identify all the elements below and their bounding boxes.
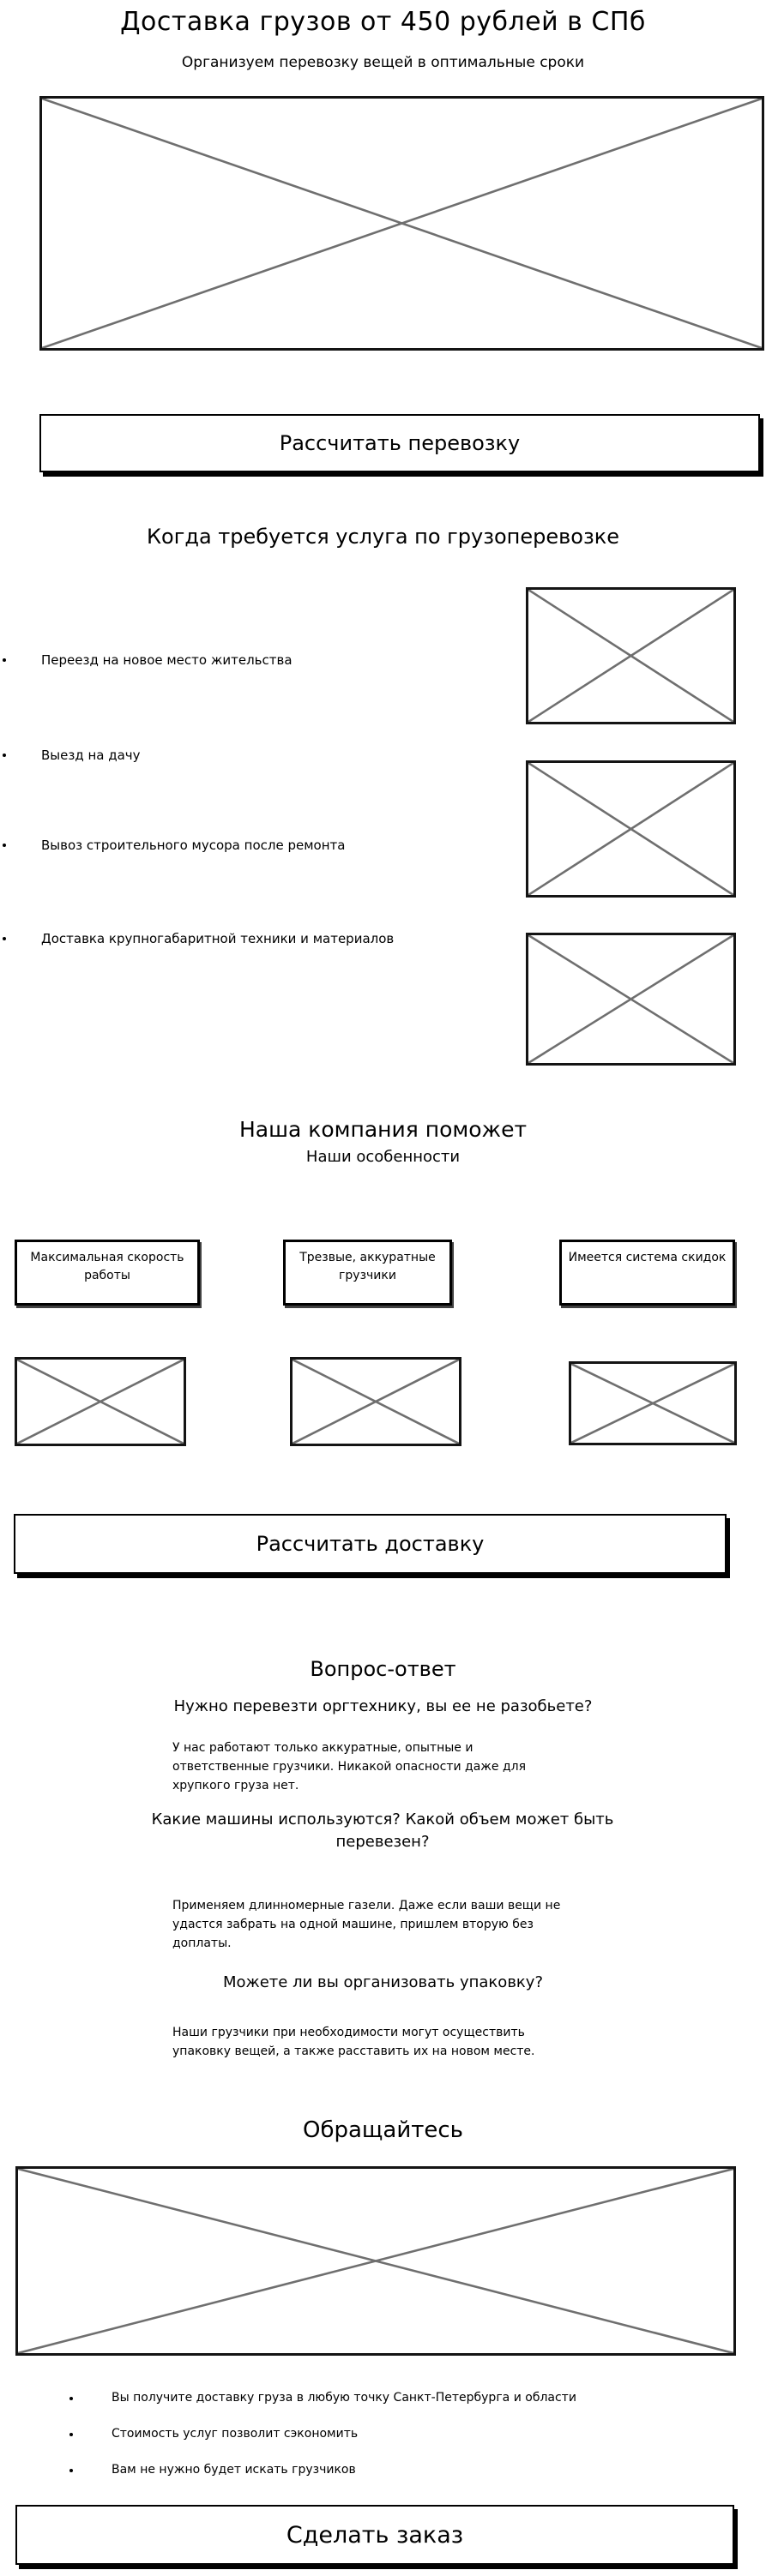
contact-image-placeholder: [15, 2166, 736, 2356]
diagonal-cross-icon: [571, 1364, 734, 1443]
diagonal-cross-icon: [42, 99, 762, 348]
diagonal-cross-icon: [528, 935, 733, 1063]
section-heading-company: Наша компания поможет: [238, 1117, 528, 1142]
make-order-button[interactable]: Сделать заказ: [15, 2505, 734, 2565]
section-subheading-features: Наши особенности: [305, 1148, 461, 1166]
feature-card: [15, 1240, 200, 1306]
page-title: Доставка грузов от 450 рублей в СПб: [120, 7, 646, 37]
calculate-delivery-button[interactable]: Рассчитать доставку: [14, 1514, 727, 1574]
list-image-placeholder: [526, 587, 736, 724]
benefit-label: Вам не нужно будет искать грузчиков: [112, 2463, 356, 2477]
faq-question: Какие машины используются? Какой объем может быть перевезен?: [151, 1810, 614, 1851]
diagonal-cross-icon: [528, 590, 733, 722]
diagonal-cross-icon: [17, 1360, 184, 1444]
diagonal-cross-icon: [293, 1360, 459, 1444]
faq-answer: Применяем длинномерные газели. Даже если ваши вещи не удастся забрать на одной машине, пришлем вторую без доплаты.: [172, 1899, 561, 1950]
bullet-dot-icon: [3, 844, 6, 847]
benefit-label: Вы получите доставку груза в любую точку Санкт-Петербурга и области: [112, 2391, 576, 2405]
faq-answer: У нас работают только аккуратные, опытные и ответственные грузчики. Никакой опасности даже для хрупкого груза нет.: [172, 1741, 527, 1792]
faq-question: Можете ли вы организовать упаковку?: [222, 1973, 544, 1991]
feature-card-label: Трезвые, аккуратные грузчики: [299, 1251, 436, 1282]
list-item-label: Переезд на новое место жительства: [41, 652, 293, 668]
bullet-dot-icon: [3, 937, 6, 940]
list-image-placeholder: [526, 760, 736, 898]
feature-card: [283, 1240, 452, 1306]
calculate-transport-button[interactable]: Рассчитать перевозку: [39, 414, 760, 472]
list-item-label: Выезд на дачу: [41, 748, 141, 763]
list-image-placeholder: [526, 933, 736, 1066]
hero-image-placeholder: [39, 96, 764, 351]
feature-image-placeholder: [290, 1357, 461, 1446]
feature-image-placeholder: [15, 1357, 186, 1446]
bullet-dot-icon: [3, 658, 6, 662]
page-subtitle: Организуем перевозку вещей в оптимальные сроки: [181, 54, 585, 71]
feature-image-placeholder: [569, 1361, 737, 1445]
bullet-dot-icon: [69, 2469, 73, 2472]
benefit-label: Стоимость услуг позволит сэкономить: [112, 2427, 359, 2441]
list-item-label: Доставка крупногабаритной техники и материалов: [41, 931, 395, 946]
faq-question: Нужно перевезти оргтехнику, вы ее не разобьете?: [173, 1697, 593, 1715]
feature-card-label: Имеется система скидок: [568, 1251, 727, 1264]
list-item-label: Вывоз строительного мусора после ремонта: [41, 838, 346, 853]
section-heading-contact: Обращайтесь: [302, 2117, 463, 2143]
section-heading-faq: Вопрос-ответ: [310, 1657, 456, 1681]
diagonal-cross-icon: [528, 763, 733, 895]
feature-card-label: Максимальная скорость работы: [30, 1251, 184, 1282]
section-heading-when: Когда требуется услуга по грузоперевозке: [147, 525, 619, 549]
bullet-dot-icon: [3, 754, 6, 757]
bullet-dot-icon: [69, 2397, 73, 2400]
diagonal-cross-icon: [18, 2169, 733, 2353]
feature-card: [559, 1240, 735, 1306]
faq-answer: Наши грузчики при необходимости могут осуществить упаковку вещей, а также расставить их на новом месте.: [172, 2026, 535, 2058]
bullet-dot-icon: [69, 2433, 73, 2436]
